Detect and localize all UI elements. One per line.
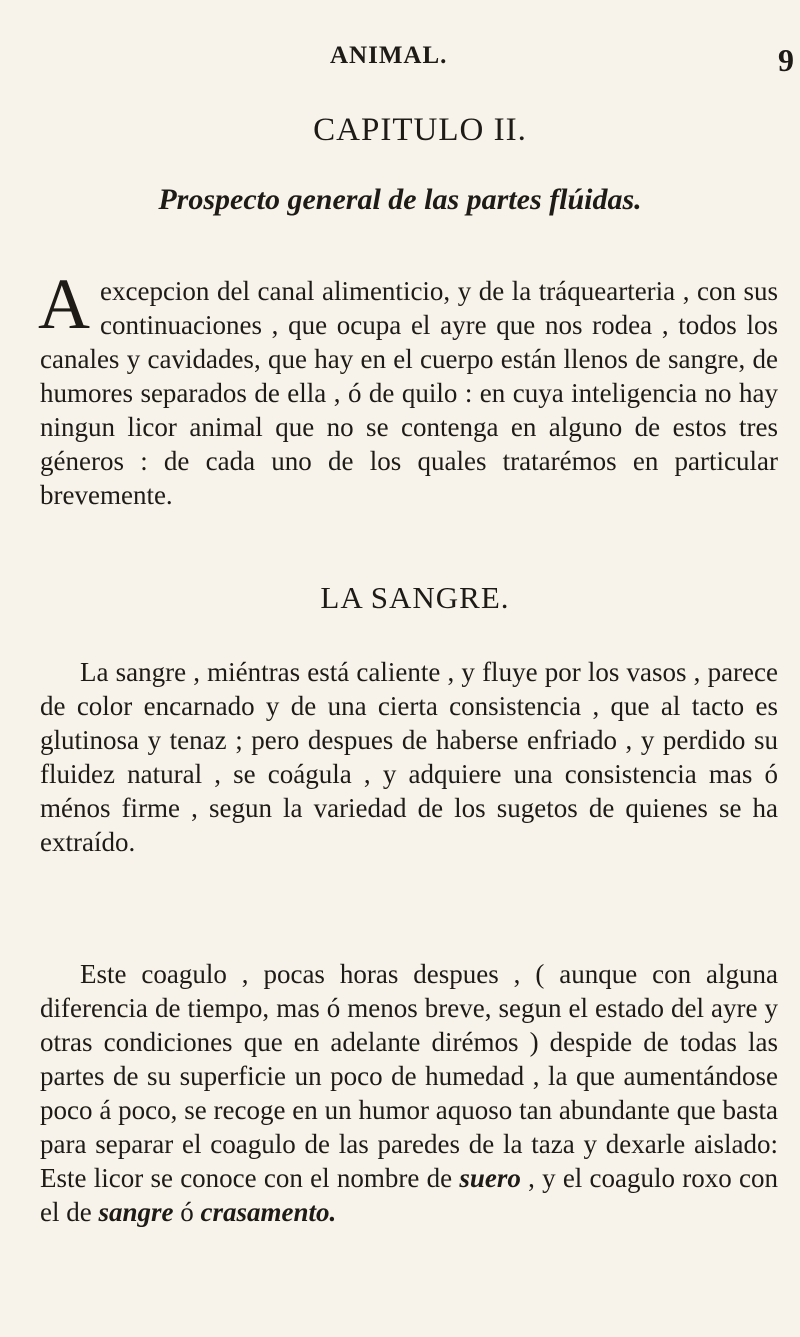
intro-text: excepcion del canal alimenticio, y de la tráquearteria , con sus continuaciones , que ocupa el ayre que nos rodea , todos los canales y cavidades, que hay en el cuerpo están llenos de sangre, de humores separados de ella , ó de quilo : en cuya inteligencia no hay ningun licor animal que no se contenga en alguno de estos tres géneros : de cada uno de los quales tratarémos en particular brevemente.: [40, 276, 778, 510]
term-sangre: sangre: [98, 1197, 174, 1227]
paragraph-2-or: ó: [180, 1197, 194, 1227]
drop-cap: A: [38, 264, 90, 344]
page-number: 9: [778, 42, 794, 78]
paragraph-2-connector: , y el coagulo roxo con el de: [40, 1163, 778, 1227]
term-crasamento: crasamento.: [200, 1197, 337, 1227]
section-heading: LA SANGRE.: [320, 580, 510, 615]
paragraph-1: La sangre , miéntras está caliente , y fluye por los vasos , parece de color encarnado y de una cierta consistencia , que al tacto es glutinosa y tenaz ; pero despues de haberse enfriado , y perdido su fluidez natural , se coágula , y adquiere una consistencia mas ó ménos firme , segun la variedad de los sugetos de quienes se ha extraído.: [40, 657, 778, 857]
paragraph-2: [40, 957, 778, 1229]
running-head: [0, 42, 800, 82]
chapter-subtitle: Prospecto general de las partes flúidas.: [158, 183, 642, 216]
chapter-title: CAPITULO II.: [313, 112, 527, 148]
term-suero: suero: [459, 1163, 521, 1193]
intro-paragraph: [38, 264, 778, 512]
running-head-title: ANIMAL.: [330, 42, 448, 69]
paragraph-2-text: Este coagulo , pocas horas despues , ( aunque con alguna diferencia de tiempo, mas ó menos breve, segun el estado del ayre y otras condiciones que en adelante dirémos ) despide de todas las partes de su superficie un poco de humedad , la que aumentándose poco á poco, se recoge en un humor aquoso tan abundante que basta para separar el coagulo de las paredes de la taza y dexarle aislado: Este licor se conoce con el nombre de: [40, 959, 778, 1193]
